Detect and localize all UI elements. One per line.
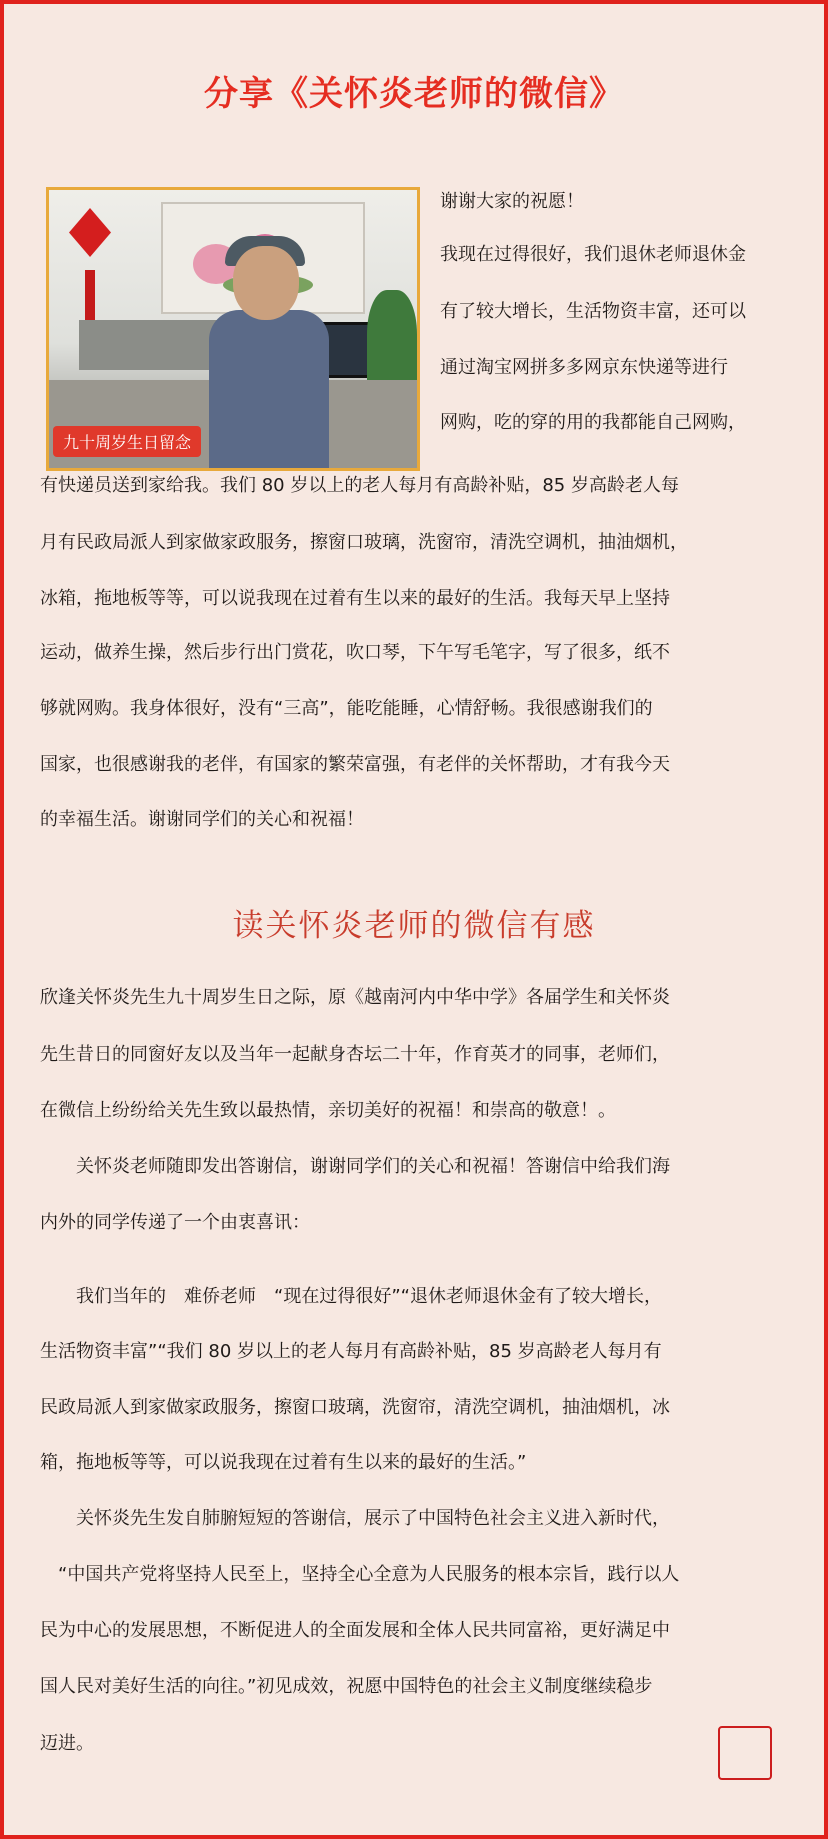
- letter-line: 够就网购。我身体很好，没有“三高”，能吃能睡，心情舒畅。我很感谢我们的: [40, 698, 653, 719]
- birthday-photo: [46, 187, 420, 471]
- essay-line: 关怀炎老师随即发出答谢信，谢谢同学们的关心和祝福！答谢信中给我们海: [40, 1156, 670, 1177]
- letter-line: 有快递员送到家给我。我们 80 岁以上的老人每月有高龄补贴，85 岁高龄老人每: [40, 475, 679, 496]
- letter-line: 的幸福生活。谢谢同学们的关心和祝福！: [40, 809, 364, 830]
- red-seal-stamp: [718, 1726, 772, 1780]
- essay-line: 生活物资丰富”“我们 80 岁以上的老人每月有高龄补贴，85 岁高龄老人每月有: [40, 1341, 662, 1362]
- essay-line: 迈进。: [40, 1733, 94, 1754]
- letter-line: 通过淘宝网拼多多网京东快递等进行: [440, 357, 728, 378]
- letter-line: 有了较大增长，生活物资丰富，还可以: [440, 301, 746, 322]
- photo-caption: 九十周岁生日留念: [53, 426, 201, 457]
- essay-line: 国人民对美好生活的向往。”初见成效，祝愿中国特色的社会主义制度继续稳步: [40, 1676, 653, 1697]
- letter-line: 冰箱，拖地板等等，可以说我现在过着有生以来的最好的生活。我每天早上坚持: [40, 588, 670, 609]
- essay-line: 内外的同学传递了一个由衷喜讯：: [40, 1212, 310, 1233]
- letter-line: 国家，也很感谢我的老伴，有国家的繁荣富强，有老伴的关怀帮助，才有我今天: [40, 754, 670, 775]
- essay-line: 欣逢关怀炎先生九十周岁生日之际，原《越南河内中华中学》各届学生和关怀炎: [40, 987, 670, 1008]
- letter-line: 运动，做养生操，然后步行出门赏花，吹口琴，下午写毛笔字，写了很多，纸不: [40, 642, 670, 663]
- letter-line: 我现在过得很好，我们退休老师退休金: [440, 244, 746, 265]
- essay-line: 先生昔日的同窗好友以及当年一起献身杏坛二十年，作育英才的同事，老师们，: [40, 1044, 670, 1065]
- letter-line: 月有民政局派人到家做家政服务，擦窗口玻璃，洗窗帘，清洗空调机，抽油烟机，: [40, 532, 688, 553]
- page-title: 分享《关怀炎老师的微信》: [204, 74, 624, 114]
- letter-line: 谢谢大家的祝愿！: [440, 191, 584, 212]
- chinese-knot-icon: [69, 208, 111, 278]
- essay-line: 在微信上纷纷给关先生致以最热情，亲切美好的祝福！和崇高的敬意！。: [40, 1100, 616, 1121]
- essay-line: “中国共产党将坚持人民至上，坚持全心全意为人民服务的根本宗旨，践行以人: [40, 1564, 680, 1585]
- essay-title: 读关怀炎老师的微信有感: [232, 908, 596, 944]
- essay-line: 民政局派人到家做家政服务，擦窗口玻璃，洗窗帘，清洗空调机，抽油烟机，冰: [40, 1397, 670, 1418]
- essay-line: 关怀炎先生发自肺腑短短的答谢信，展示了中国特色社会主义进入新时代，: [40, 1508, 670, 1529]
- person-figure: [209, 310, 329, 471]
- essay-line: 民为中心的发展思想，不断促进人的全面发展和全体人民共同富裕，更好满足中: [40, 1620, 670, 1641]
- letter-line: 网购，吃的穿的用的我都能自己网购，: [440, 412, 746, 433]
- essay-line: 我们当年的 难侨老师 “现在过得很好”“退休老师退休金有了较大增长，: [40, 1286, 662, 1307]
- essay-line: 箱，拖地板等等，可以说我现在过着有生以来的最好的生活。”: [40, 1452, 527, 1473]
